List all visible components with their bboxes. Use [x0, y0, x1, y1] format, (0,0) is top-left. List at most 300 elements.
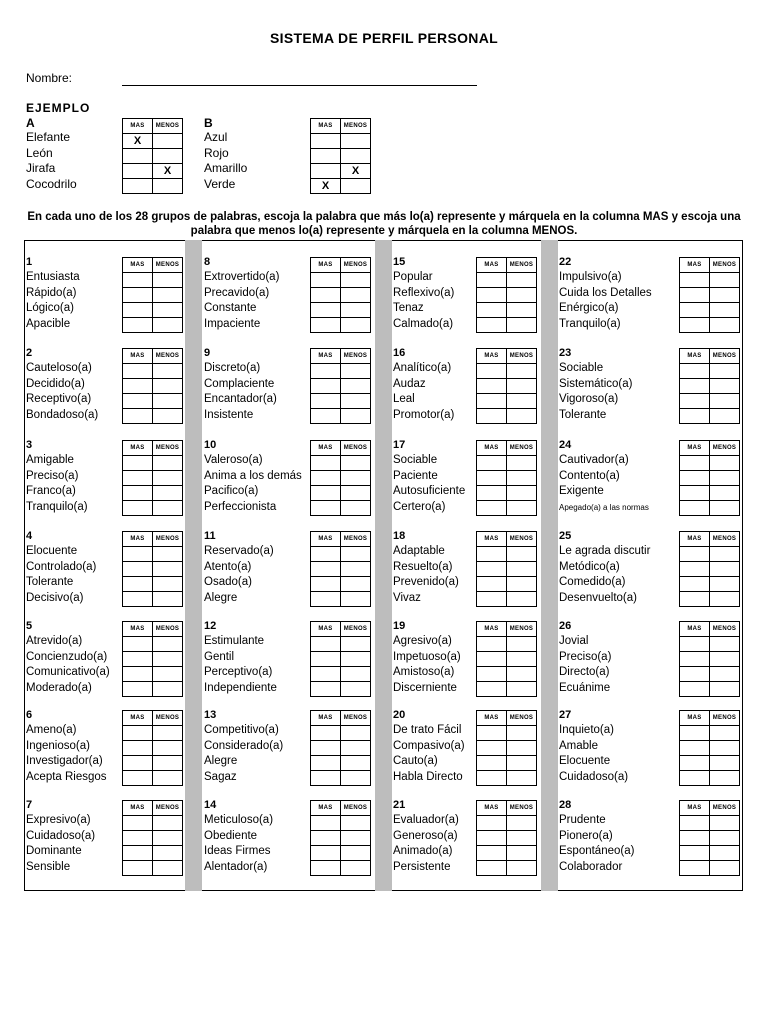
menos-checkbox[interactable] — [153, 486, 183, 501]
menos-checkbox[interactable] — [507, 667, 537, 682]
mas-checkbox[interactable] — [477, 861, 507, 876]
menos-checkbox[interactable] — [153, 726, 183, 741]
group-number: 21 — [393, 799, 406, 811]
mas-checkbox[interactable] — [123, 409, 153, 424]
menos-checkbox[interactable] — [710, 547, 740, 562]
mas-checkbox[interactable] — [311, 364, 341, 379]
mas-checkbox[interactable] — [123, 149, 153, 164]
mas-checkbox[interactable] — [680, 861, 710, 876]
menos-checkbox[interactable] — [341, 816, 371, 831]
menos-checkbox[interactable] — [341, 501, 371, 516]
menos-checkbox[interactable] — [341, 667, 371, 682]
mas-checkbox[interactable] — [311, 379, 341, 394]
grid-row — [477, 486, 537, 501]
menos-checkbox[interactable] — [153, 831, 183, 846]
grid-row — [311, 179, 371, 194]
mas-checkbox[interactable] — [123, 318, 153, 333]
mas-checkbox[interactable] — [123, 756, 153, 771]
mas-checkbox[interactable] — [123, 273, 153, 288]
mas-checkbox[interactable] — [123, 456, 153, 471]
grid-row — [477, 861, 537, 876]
menos-checkbox[interactable]: X — [153, 164, 183, 179]
mas-checkbox[interactable] — [123, 592, 153, 607]
mas-checkbox[interactable] — [680, 273, 710, 288]
mas-checkbox[interactable] — [477, 592, 507, 607]
group-number: 8 — [204, 256, 211, 268]
menos-checkbox[interactable] — [507, 364, 537, 379]
mas-checkbox[interactable] — [477, 771, 507, 786]
menos-checkbox[interactable] — [153, 741, 183, 756]
grid-header-row — [123, 801, 183, 816]
menos-checkbox[interactable] — [153, 501, 183, 516]
grid-row — [311, 273, 371, 288]
mas-checkbox[interactable] — [123, 652, 153, 667]
answer-grid — [679, 257, 740, 333]
mas-checkbox[interactable] — [123, 288, 153, 303]
menos-checkbox[interactable] — [710, 364, 740, 379]
mas-checkbox[interactable] — [311, 637, 341, 652]
grid-row — [477, 562, 537, 577]
mas-checkbox[interactable] — [477, 682, 507, 697]
mas-checkbox[interactable] — [123, 379, 153, 394]
menos-checkbox[interactable] — [341, 288, 371, 303]
menos-checkbox[interactable] — [341, 562, 371, 577]
mas-checkbox[interactable] — [311, 667, 341, 682]
mas-checkbox[interactable] — [680, 652, 710, 667]
menos-checkbox[interactable] — [507, 592, 537, 607]
grid-header-row — [680, 532, 740, 547]
menos-column-header: MENOS — [710, 441, 740, 456]
mas-checkbox[interactable] — [123, 726, 153, 741]
mas-checkbox[interactable] — [123, 846, 153, 861]
menos-checkbox[interactable] — [507, 471, 537, 486]
mas-checkbox[interactable] — [123, 861, 153, 876]
mas-checkbox[interactable] — [680, 303, 710, 318]
menos-checkbox[interactable] — [341, 364, 371, 379]
group-word: Osado(a) — [204, 576, 252, 588]
menos-checkbox[interactable] — [507, 831, 537, 846]
mas-checkbox[interactable] — [680, 682, 710, 697]
mas-checkbox[interactable] — [123, 577, 153, 592]
mas-checkbox[interactable] — [123, 682, 153, 697]
menos-checkbox[interactable]: X — [341, 164, 371, 179]
menos-checkbox[interactable] — [507, 303, 537, 318]
mas-checkbox[interactable] — [477, 364, 507, 379]
mas-checkbox[interactable] — [477, 726, 507, 741]
mas-checkbox[interactable] — [311, 547, 341, 562]
mas-checkbox[interactable] — [680, 726, 710, 741]
menos-checkbox[interactable] — [710, 577, 740, 592]
mas-checkbox[interactable] — [477, 486, 507, 501]
mas-checkbox[interactable] — [123, 547, 153, 562]
menos-checkbox[interactable] — [710, 486, 740, 501]
group-word: Moderado(a) — [26, 681, 92, 694]
grid-row — [123, 667, 183, 682]
answer-grid — [310, 257, 371, 333]
menos-checkbox[interactable] — [507, 816, 537, 831]
menos-checkbox[interactable] — [341, 379, 371, 394]
menos-checkbox[interactable] — [710, 846, 740, 861]
mas-checkbox[interactable] — [477, 547, 507, 562]
mas-checkbox[interactable] — [680, 547, 710, 562]
mas-checkbox[interactable] — [680, 846, 710, 861]
mas-checkbox[interactable] — [477, 273, 507, 288]
mas-checkbox[interactable] — [123, 486, 153, 501]
menos-checkbox[interactable] — [341, 682, 371, 697]
menos-checkbox[interactable] — [341, 861, 371, 876]
menos-column-header: MENOS — [341, 532, 371, 547]
mas-checkbox[interactable] — [311, 318, 341, 333]
mas-checkbox[interactable] — [680, 288, 710, 303]
grid-row — [123, 637, 183, 652]
menos-checkbox[interactable] — [153, 318, 183, 333]
menos-checkbox[interactable] — [153, 456, 183, 471]
menos-checkbox[interactable] — [341, 577, 371, 592]
mas-column-header: MAS — [311, 801, 341, 816]
mas-checkbox[interactable] — [123, 394, 153, 409]
mas-checkbox[interactable] — [123, 303, 153, 318]
menos-checkbox[interactable] — [341, 134, 371, 149]
menos-column-header: MENOS — [153, 801, 183, 816]
mas-checkbox[interactable] — [311, 134, 341, 149]
menos-checkbox[interactable] — [153, 379, 183, 394]
menos-checkbox[interactable] — [710, 771, 740, 786]
menos-checkbox[interactable] — [153, 149, 183, 164]
group-word: Perfeccionista — [204, 500, 277, 513]
mas-checkbox[interactable] — [477, 652, 507, 667]
mas-checkbox[interactable] — [680, 577, 710, 592]
mas-checkbox[interactable] — [680, 318, 710, 333]
menos-checkbox[interactable] — [710, 637, 740, 652]
menos-checkbox[interactable] — [153, 846, 183, 861]
menos-checkbox[interactable] — [341, 471, 371, 486]
menos-checkbox[interactable] — [710, 471, 740, 486]
menos-checkbox[interactable] — [341, 741, 371, 756]
mas-checkbox[interactable] — [123, 741, 153, 756]
mas-checkbox[interactable] — [680, 409, 710, 424]
menos-checkbox[interactable] — [153, 652, 183, 667]
mas-checkbox[interactable] — [311, 149, 341, 164]
group-word: Controlado(a) — [26, 560, 97, 573]
mas-checkbox[interactable] — [311, 577, 341, 592]
menos-checkbox[interactable] — [710, 741, 740, 756]
group-word: Ideas Firmes — [204, 845, 271, 857]
mas-checkbox[interactable] — [311, 273, 341, 288]
menos-checkbox[interactable] — [710, 456, 740, 471]
mas-checkbox[interactable] — [311, 741, 341, 756]
menos-checkbox[interactable] — [710, 394, 740, 409]
mas-checkbox[interactable] — [311, 816, 341, 831]
menos-checkbox[interactable] — [153, 364, 183, 379]
menos-checkbox[interactable] — [507, 577, 537, 592]
group-word: Alentador(a) — [204, 860, 268, 873]
menos-checkbox[interactable] — [153, 547, 183, 562]
group-number: 13 — [204, 709, 217, 721]
menos-checkbox[interactable] — [341, 756, 371, 771]
mas-checkbox[interactable] — [680, 562, 710, 577]
menos-checkbox[interactable] — [710, 303, 740, 318]
menos-checkbox[interactable] — [507, 318, 537, 333]
menos-checkbox[interactable] — [341, 846, 371, 861]
mas-checkbox[interactable] — [477, 667, 507, 682]
menos-checkbox[interactable] — [153, 134, 183, 149]
answer-grid — [310, 710, 371, 786]
menos-checkbox[interactable] — [153, 562, 183, 577]
menos-checkbox[interactable] — [710, 409, 740, 424]
menos-checkbox[interactable] — [507, 771, 537, 786]
mas-checkbox[interactable] — [477, 741, 507, 756]
answer-grid — [476, 257, 537, 333]
menos-checkbox[interactable] — [341, 652, 371, 667]
name-field[interactable] — [122, 85, 477, 86]
group-word: Apacible — [26, 317, 71, 330]
group-word: Ameno(a) — [26, 724, 77, 736]
answer-grid — [476, 531, 537, 607]
group-word: Prevenido(a) — [393, 576, 459, 588]
mas-checkbox[interactable] — [477, 562, 507, 577]
mas-checkbox[interactable] — [311, 652, 341, 667]
mas-checkbox[interactable] — [477, 288, 507, 303]
menos-column-header: MENOS — [153, 711, 183, 726]
menos-checkbox[interactable] — [507, 861, 537, 876]
menos-checkbox[interactable] — [341, 273, 371, 288]
mas-checkbox[interactable] — [477, 846, 507, 861]
menos-checkbox[interactable] — [710, 501, 740, 516]
menos-checkbox[interactable] — [153, 273, 183, 288]
menos-checkbox[interactable] — [507, 637, 537, 652]
menos-checkbox[interactable] — [507, 409, 537, 424]
answer-grid — [122, 710, 183, 786]
mas-checkbox[interactable] — [680, 501, 710, 516]
menos-checkbox[interactable] — [341, 456, 371, 471]
menos-checkbox[interactable] — [507, 756, 537, 771]
mas-checkbox[interactable] — [680, 471, 710, 486]
menos-checkbox[interactable] — [710, 288, 740, 303]
menos-checkbox[interactable] — [153, 577, 183, 592]
answer-grid — [310, 531, 371, 607]
mas-checkbox[interactable] — [311, 771, 341, 786]
menos-checkbox[interactable] — [507, 562, 537, 577]
menos-checkbox[interactable] — [710, 273, 740, 288]
grid-row — [123, 547, 183, 562]
group-number: 28 — [559, 799, 572, 811]
menos-checkbox[interactable] — [507, 379, 537, 394]
mas-checkbox[interactable] — [680, 637, 710, 652]
mas-checkbox[interactable] — [477, 577, 507, 592]
mas-checkbox[interactable] — [477, 637, 507, 652]
mas-checkbox[interactable] — [680, 379, 710, 394]
mas-checkbox[interactable] — [680, 831, 710, 846]
group-word: Persistente — [393, 860, 451, 873]
menos-checkbox[interactable] — [153, 592, 183, 607]
answer-grid — [679, 531, 740, 607]
mas-checkbox[interactable] — [311, 486, 341, 501]
menos-checkbox[interactable] — [507, 547, 537, 562]
menos-checkbox[interactable] — [341, 394, 371, 409]
mas-checkbox[interactable] — [311, 164, 341, 179]
mas-checkbox[interactable] — [680, 667, 710, 682]
menos-checkbox[interactable] — [710, 756, 740, 771]
grid-header-row — [123, 258, 183, 273]
group-word: Tolerante — [559, 408, 607, 421]
mas-checkbox[interactable] — [477, 318, 507, 333]
menos-column-header: MENOS — [341, 119, 371, 134]
mas-checkbox[interactable] — [477, 501, 507, 516]
mas-checkbox[interactable] — [680, 486, 710, 501]
mas-checkbox[interactable] — [680, 592, 710, 607]
mas-checkbox[interactable] — [680, 394, 710, 409]
menos-checkbox[interactable] — [153, 771, 183, 786]
menos-checkbox[interactable] — [341, 149, 371, 164]
menos-checkbox[interactable] — [341, 409, 371, 424]
mas-checkbox[interactable] — [311, 861, 341, 876]
mas-checkbox[interactable] — [311, 846, 341, 861]
mas-checkbox[interactable] — [311, 456, 341, 471]
mas-checkbox[interactable] — [477, 303, 507, 318]
mas-checkbox[interactable] — [123, 816, 153, 831]
group-word: Adaptable — [393, 545, 445, 557]
menos-checkbox[interactable] — [710, 592, 740, 607]
menos-checkbox[interactable] — [341, 637, 371, 652]
menos-checkbox[interactable] — [341, 303, 371, 318]
menos-checkbox[interactable] — [341, 486, 371, 501]
mas-checkbox[interactable] — [477, 831, 507, 846]
menos-checkbox[interactable] — [153, 637, 183, 652]
menos-checkbox[interactable] — [710, 831, 740, 846]
mas-checkbox[interactable] — [123, 501, 153, 516]
menos-checkbox[interactable] — [153, 756, 183, 771]
menos-checkbox[interactable] — [341, 726, 371, 741]
mas-checkbox[interactable] — [311, 471, 341, 486]
mas-checkbox[interactable] — [311, 756, 341, 771]
menos-checkbox[interactable] — [153, 471, 183, 486]
mas-checkbox[interactable] — [311, 501, 341, 516]
mas-checkbox[interactable] — [680, 741, 710, 756]
mas-checkbox[interactable] — [311, 303, 341, 318]
mas-checkbox[interactable] — [123, 771, 153, 786]
mas-checkbox[interactable] — [477, 471, 507, 486]
menos-checkbox[interactable] — [153, 409, 183, 424]
menos-checkbox[interactable] — [710, 379, 740, 394]
example-word: León — [26, 145, 53, 160]
group-word: Rápido(a) — [26, 286, 77, 299]
menos-checkbox[interactable] — [507, 726, 537, 741]
menos-checkbox[interactable] — [341, 831, 371, 846]
mas-checkbox[interactable] — [311, 592, 341, 607]
menos-checkbox[interactable] — [710, 726, 740, 741]
menos-checkbox[interactable] — [341, 592, 371, 607]
menos-checkbox[interactable] — [153, 288, 183, 303]
mas-checkbox[interactable] — [477, 456, 507, 471]
mas-checkbox[interactable] — [680, 771, 710, 786]
mas-checkbox[interactable] — [311, 394, 341, 409]
mas-checkbox[interactable] — [123, 637, 153, 652]
mas-checkbox[interactable] — [123, 562, 153, 577]
menos-checkbox[interactable] — [507, 846, 537, 861]
menos-checkbox[interactable] — [153, 394, 183, 409]
group-word: Agresivo(a) — [393, 635, 452, 647]
menos-checkbox[interactable] — [341, 547, 371, 562]
menos-checkbox[interactable] — [507, 682, 537, 697]
mas-checkbox[interactable] — [311, 562, 341, 577]
mas-checkbox[interactable] — [311, 682, 341, 697]
menos-column-header: MENOS — [153, 258, 183, 273]
menos-checkbox[interactable] — [507, 394, 537, 409]
grid-row — [311, 771, 371, 786]
menos-checkbox[interactable] — [153, 682, 183, 697]
mas-checkbox[interactable] — [123, 164, 153, 179]
menos-checkbox[interactable] — [153, 179, 183, 194]
grid-row — [311, 816, 371, 831]
menos-checkbox[interactable] — [710, 816, 740, 831]
mas-checkbox[interactable] — [680, 364, 710, 379]
group-word: Popular — [393, 271, 433, 283]
menos-checkbox[interactable] — [710, 652, 740, 667]
menos-column-header: MENOS — [507, 349, 537, 364]
mas-checkbox[interactable]: X — [123, 134, 153, 149]
menos-checkbox[interactable] — [507, 652, 537, 667]
grid-row — [311, 134, 371, 149]
mas-checkbox[interactable] — [311, 831, 341, 846]
menos-checkbox[interactable] — [153, 303, 183, 318]
menos-checkbox[interactable] — [507, 456, 537, 471]
menos-checkbox[interactable] — [507, 288, 537, 303]
menos-checkbox[interactable] — [341, 179, 371, 194]
mas-checkbox[interactable] — [123, 831, 153, 846]
menos-checkbox[interactable] — [507, 273, 537, 288]
group-word: Amistoso(a) — [393, 666, 455, 678]
mas-checkbox[interactable] — [123, 471, 153, 486]
menos-checkbox[interactable] — [341, 318, 371, 333]
mas-checkbox[interactable] — [311, 409, 341, 424]
mas-checkbox[interactable] — [477, 409, 507, 424]
mas-checkbox[interactable] — [123, 667, 153, 682]
menos-checkbox[interactable] — [507, 501, 537, 516]
grid-header-row — [680, 441, 740, 456]
mas-checkbox[interactable] — [477, 756, 507, 771]
mas-checkbox[interactable] — [477, 816, 507, 831]
group-number: 23 — [559, 347, 572, 359]
mas-checkbox[interactable] — [477, 379, 507, 394]
mas-checkbox[interactable]: X — [311, 179, 341, 194]
menos-checkbox[interactable] — [153, 816, 183, 831]
menos-checkbox[interactable] — [153, 667, 183, 682]
grid-header-row — [311, 711, 371, 726]
menos-checkbox[interactable] — [710, 667, 740, 682]
grid-row — [680, 741, 740, 756]
grid-row — [477, 741, 537, 756]
menos-checkbox[interactable] — [710, 318, 740, 333]
menos-checkbox[interactable] — [341, 771, 371, 786]
mas-checkbox[interactable] — [680, 456, 710, 471]
menos-checkbox[interactable] — [153, 861, 183, 876]
grid-row — [477, 471, 537, 486]
menos-checkbox[interactable] — [710, 682, 740, 697]
grid-row — [477, 652, 537, 667]
mas-checkbox[interactable] — [123, 364, 153, 379]
mas-checkbox[interactable] — [311, 726, 341, 741]
menos-checkbox[interactable] — [710, 861, 740, 876]
menos-checkbox[interactable] — [710, 562, 740, 577]
mas-checkbox[interactable] — [680, 816, 710, 831]
menos-checkbox[interactable] — [507, 741, 537, 756]
mas-checkbox[interactable] — [680, 756, 710, 771]
mas-checkbox[interactable] — [123, 179, 153, 194]
group-word: Elocuente — [559, 755, 611, 767]
menos-checkbox[interactable] — [507, 486, 537, 501]
mas-checkbox[interactable] — [311, 288, 341, 303]
mas-checkbox[interactable] — [477, 394, 507, 409]
